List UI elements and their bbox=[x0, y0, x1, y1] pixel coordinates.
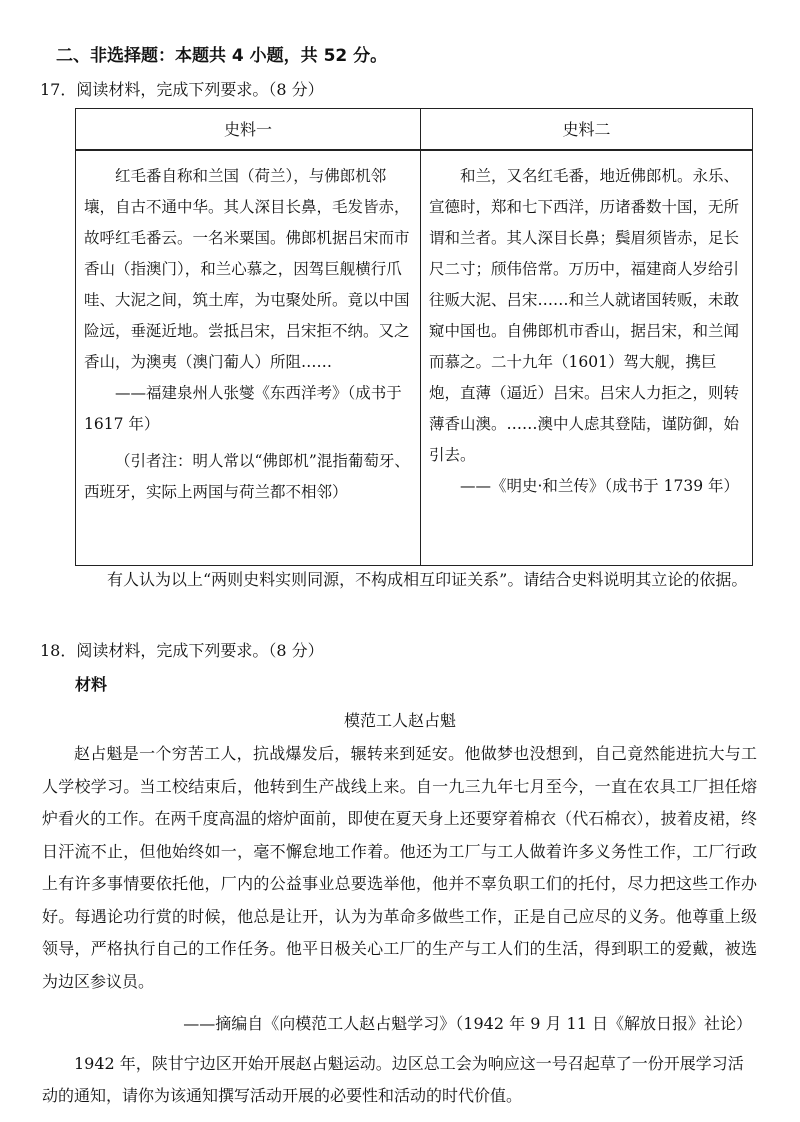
source-2-citation: ——《明史·和兰传》（成书于 1739 年） bbox=[460, 477, 739, 495]
section-title: 二、非选择题：本题共 4 小题，共 52 分。 bbox=[56, 46, 388, 66]
question-18-prompt: 1942 年，陕甘宁边区开始开展赵占魁运动。边区总工会为响应这一号召起草了一份开展学习活动的通知，请你为该通知撰写活动开展的必要性和活动的时代价值。 bbox=[42, 1054, 744, 1105]
source-table bbox=[75, 108, 753, 566]
source-2-header: 史料二 bbox=[421, 109, 753, 151]
article-text: 赵占魁是一个穷苦工人，抗战爆发后，辗转来到延安。他做梦也没想到，自己竟然能进抗大与工人学校学习。当工校结束后，他转到生产战线上来。自一九三九年七月至今，一直在农具工厂担任熔炉看火的工作。在两千度高温的熔炉面前，即使在夏天身上还要穿着棉衣（代石棉衣），披着皮裙，终日汗流不止，但他始终如一，毫不懈怠地工作着。他还为工厂与工人做着许多义务性工作，工厂行政上有许多事情要依托他，厂内的公益事业总要选举他，他并不辜负职工们的托付，尽力把这些工作办好。每遇论功行赏的时候，他总是让开，认为为革命多做些工作，正是自己应尽的义务。他尊重上级领导，严格执行自己的工作任务。他平日极关心工厂的生产与工人们的生活，得到职工的爱戴，被选为边区参议员。 bbox=[42, 744, 757, 991]
article-citation: ——摘编自《向模范工人赵占魁学习》（1942 年 9 月 11 日《解放日报》社论） bbox=[183, 1014, 752, 1033]
question-17-stem: 17．阅读材料，完成下列要求。（8 分） bbox=[40, 80, 324, 99]
source-1-cell bbox=[76, 150, 421, 566]
source-1-text: 红毛番自称和兰国（荷兰），与佛郎机邻壤，自古不通中华。其人深目长鼻，毛发皆赤，故呼红毛番云。一名米粟国。佛郎机据吕宋而市香山（指澳门），和兰心慕之，因驾巨舰横行爪哇、大泥之间，筑土库，为屯聚处所。竟以中国险远，垂涎近地。尝抵吕宋，吕宋拒不纳。又之香山，为澳夷（澳门葡人）所阻…… bbox=[84, 167, 410, 371]
source-table-body-row bbox=[76, 150, 753, 566]
source-1-citation: ——福建泉州人张燮《东西洋考》（成书于 1617 年） bbox=[84, 384, 402, 433]
source-table-header-row bbox=[76, 109, 753, 151]
source-2-text: 和兰，又名红毛番，地近佛郎机。永乐、宣德时，郑和七下西洋，历诸番数十国，无所谓和兰者。其人深目长鼻；鬓眉须皆赤，足长尺二寸；颀伟倍常。万历中，福建商人岁给引往贩大泥、吕宋……和兰人就诸国转贩，未敢窥中国也。自佛郎机市香山，据吕宋，和兰闻而慕之。二十九年（1601）驾大舰，携巨炮，直薄（逼近）吕宋。吕宋人力拒之，则转薄香山澳。……澳中人虑其登陆，谨防御，始引去。 bbox=[429, 167, 740, 464]
source-1-note: （引者注：明人常以“佛郎机”混指葡萄牙、西班牙，实际上两国与荷兰都不相邻） bbox=[84, 452, 410, 501]
source-2-cell bbox=[421, 150, 753, 566]
source-1-header: 史料一 bbox=[76, 109, 421, 151]
question-17-prompt: 有人认为以上“两则史料实则同源，不构成相互印证关系”。请结合史料说明其立论的依据。 bbox=[107, 570, 748, 589]
question-18-stem: 18．阅读材料，完成下列要求。（8 分） bbox=[40, 641, 324, 660]
article-title: 模范工人赵占魁 bbox=[343, 711, 456, 730]
material-label: 材料 bbox=[75, 675, 108, 694]
